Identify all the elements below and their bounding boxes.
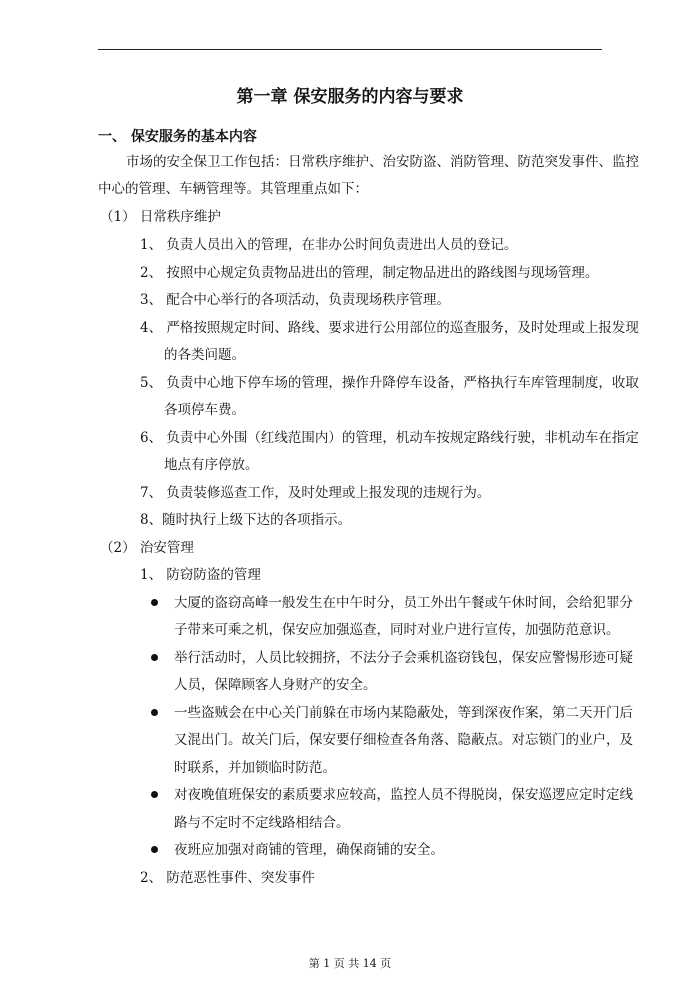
bullet-text: 对夜晚值班保安的素质要求应较高，监控人员不得脱岗，保安巡逻应定时定线 — [174, 787, 633, 803]
subsection-heading-2: （2） 治安管理 — [100, 540, 194, 556]
bullet-dot — [151, 599, 158, 606]
bullet-text: 一些盗贼会在中心关门前躲在市场内某隐蔽处，等到深夜作案，第二天开门后 — [174, 705, 633, 721]
section-heading: 一、 保安服务的基本内容 — [98, 129, 257, 145]
list-item: 8、随时执行上级下达的各项指示。 — [140, 512, 352, 528]
list-item: 5、 负责中心地下停车场的管理，操作升降停车设备，严格执行车库管理制度，收取 — [140, 375, 639, 391]
subsection-heading-1: （1） 日常秩序维护 — [100, 209, 221, 225]
page-footer: 第 1 页 共 14 页 — [308, 957, 392, 970]
list-item: 4、 严格按照规定时间、路线、要求进行公用部位的巡查服务，及时处理或上报发现 — [140, 320, 639, 336]
list-item: 1、 负责人员出入的管理，在非办公时间负责进出人员的登记。 — [140, 237, 518, 253]
list-item: 1、 防窃防盗的管理 — [140, 567, 261, 583]
list-item-continuation: 的各类问题。 — [164, 347, 245, 363]
bullet-text-continuation: 又混出门。故关门后，保安要仔细检查各角落、隐蔽点。对忘锁门的业户，及 — [174, 732, 633, 748]
list-item: 2、 防范恶性事件、突发事件 — [140, 870, 315, 886]
list-item-continuation: 各项停车费。 — [164, 402, 245, 418]
bullet-text: 大厦的盗窃高峰一般发生在中午时分，员工外出午餐或午休时间，会给犯罪分 — [174, 595, 633, 611]
list-item: 7、 负责装修巡查工作，及时处理或上报发现的违规行为。 — [140, 485, 491, 501]
list-item-continuation: 地点有序停放。 — [164, 457, 259, 473]
intro-line-1: 市场的安全保卫工作包括：日常秩序维护、治安防盗、消防管理、防范突发事件、监控 — [126, 154, 639, 170]
bullet-text-continuation: 路与不定时不定线路相结合。 — [174, 815, 350, 831]
chapter-title: 第一章 保安服务的内容与要求 — [236, 87, 464, 107]
bullet-dot — [151, 846, 158, 853]
bullet-text-continuation: 子带来可乘之机，保安应加强巡查，同时对业户进行宣传，加强防范意识。 — [174, 622, 620, 638]
intro-line-2: 中心的管理、车辆管理等。其管理重点如下： — [98, 181, 368, 197]
list-item: 3、 配合中心举行的各项活动，负责现场秩序管理。 — [140, 292, 450, 308]
list-item: 6、 负责中心外围（红线范围内）的管理，机动车按规定路线行驶，非机动车在指定 — [140, 430, 639, 446]
list-item: 2、 按照中心规定负责物品进出的管理，制定物品进出的路线图与现场管理。 — [140, 265, 599, 281]
bullet-text-continuation: 时联系，并加锁临时防范。 — [174, 760, 336, 776]
bullet-text-continuation: 人员，保障顾客人身财产的安全。 — [174, 677, 377, 693]
bullet-text: 夜班应加强对商铺的管理，确保商铺的安全。 — [174, 842, 444, 858]
bullet-dot — [151, 791, 158, 798]
bullet-dot — [151, 654, 158, 661]
bullet-text: 举行活动时，人员比较拥挤，不法分子会乘机盗窃钱包，保安应警惕形迹可疑 — [174, 650, 633, 666]
bullet-dot — [151, 709, 158, 716]
header-rule — [98, 49, 602, 50]
